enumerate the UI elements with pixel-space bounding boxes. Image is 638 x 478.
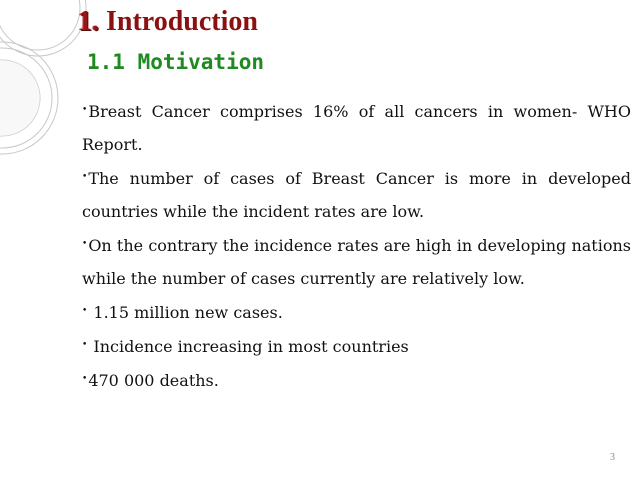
bullet-text: Incidence increasing in most countries xyxy=(88,337,409,356)
bullet-text: 1.15 million new cases. xyxy=(88,303,283,322)
bullet-dot: • xyxy=(82,239,88,249)
bullet-text: 470 000 deaths. xyxy=(88,371,219,390)
bullet-text: The number of cases of Breast Cancer is more in developed countries while the incident rates are low. xyxy=(82,169,631,221)
bullet-dot: • xyxy=(82,105,88,115)
bullet-dot: • xyxy=(82,374,88,384)
bullet-item xyxy=(82,295,631,329)
bullet-item xyxy=(82,363,631,397)
bullet-dot: • xyxy=(82,340,88,350)
section-subtitle: 1.1 Motivation xyxy=(87,50,265,74)
bullet-item xyxy=(82,329,631,363)
bullet-item xyxy=(82,161,631,228)
bullet-text: On the contrary the incidence rates are high in developing nations while the number of cases currently are relatively low. xyxy=(82,236,631,288)
page-number: 3 xyxy=(610,452,615,463)
slide-title xyxy=(78,6,258,38)
title-text: Introduction xyxy=(106,6,258,37)
bullet-dot: • xyxy=(82,172,88,182)
bullet-item xyxy=(82,228,631,295)
title-number: 1. xyxy=(78,6,99,37)
bullet-text: Breast Cancer comprises 16% of all cancers in women- WHO Report. xyxy=(82,102,631,154)
bullet-list xyxy=(82,94,631,397)
bullet-item xyxy=(82,94,631,161)
bullet-dot: • xyxy=(82,306,88,316)
